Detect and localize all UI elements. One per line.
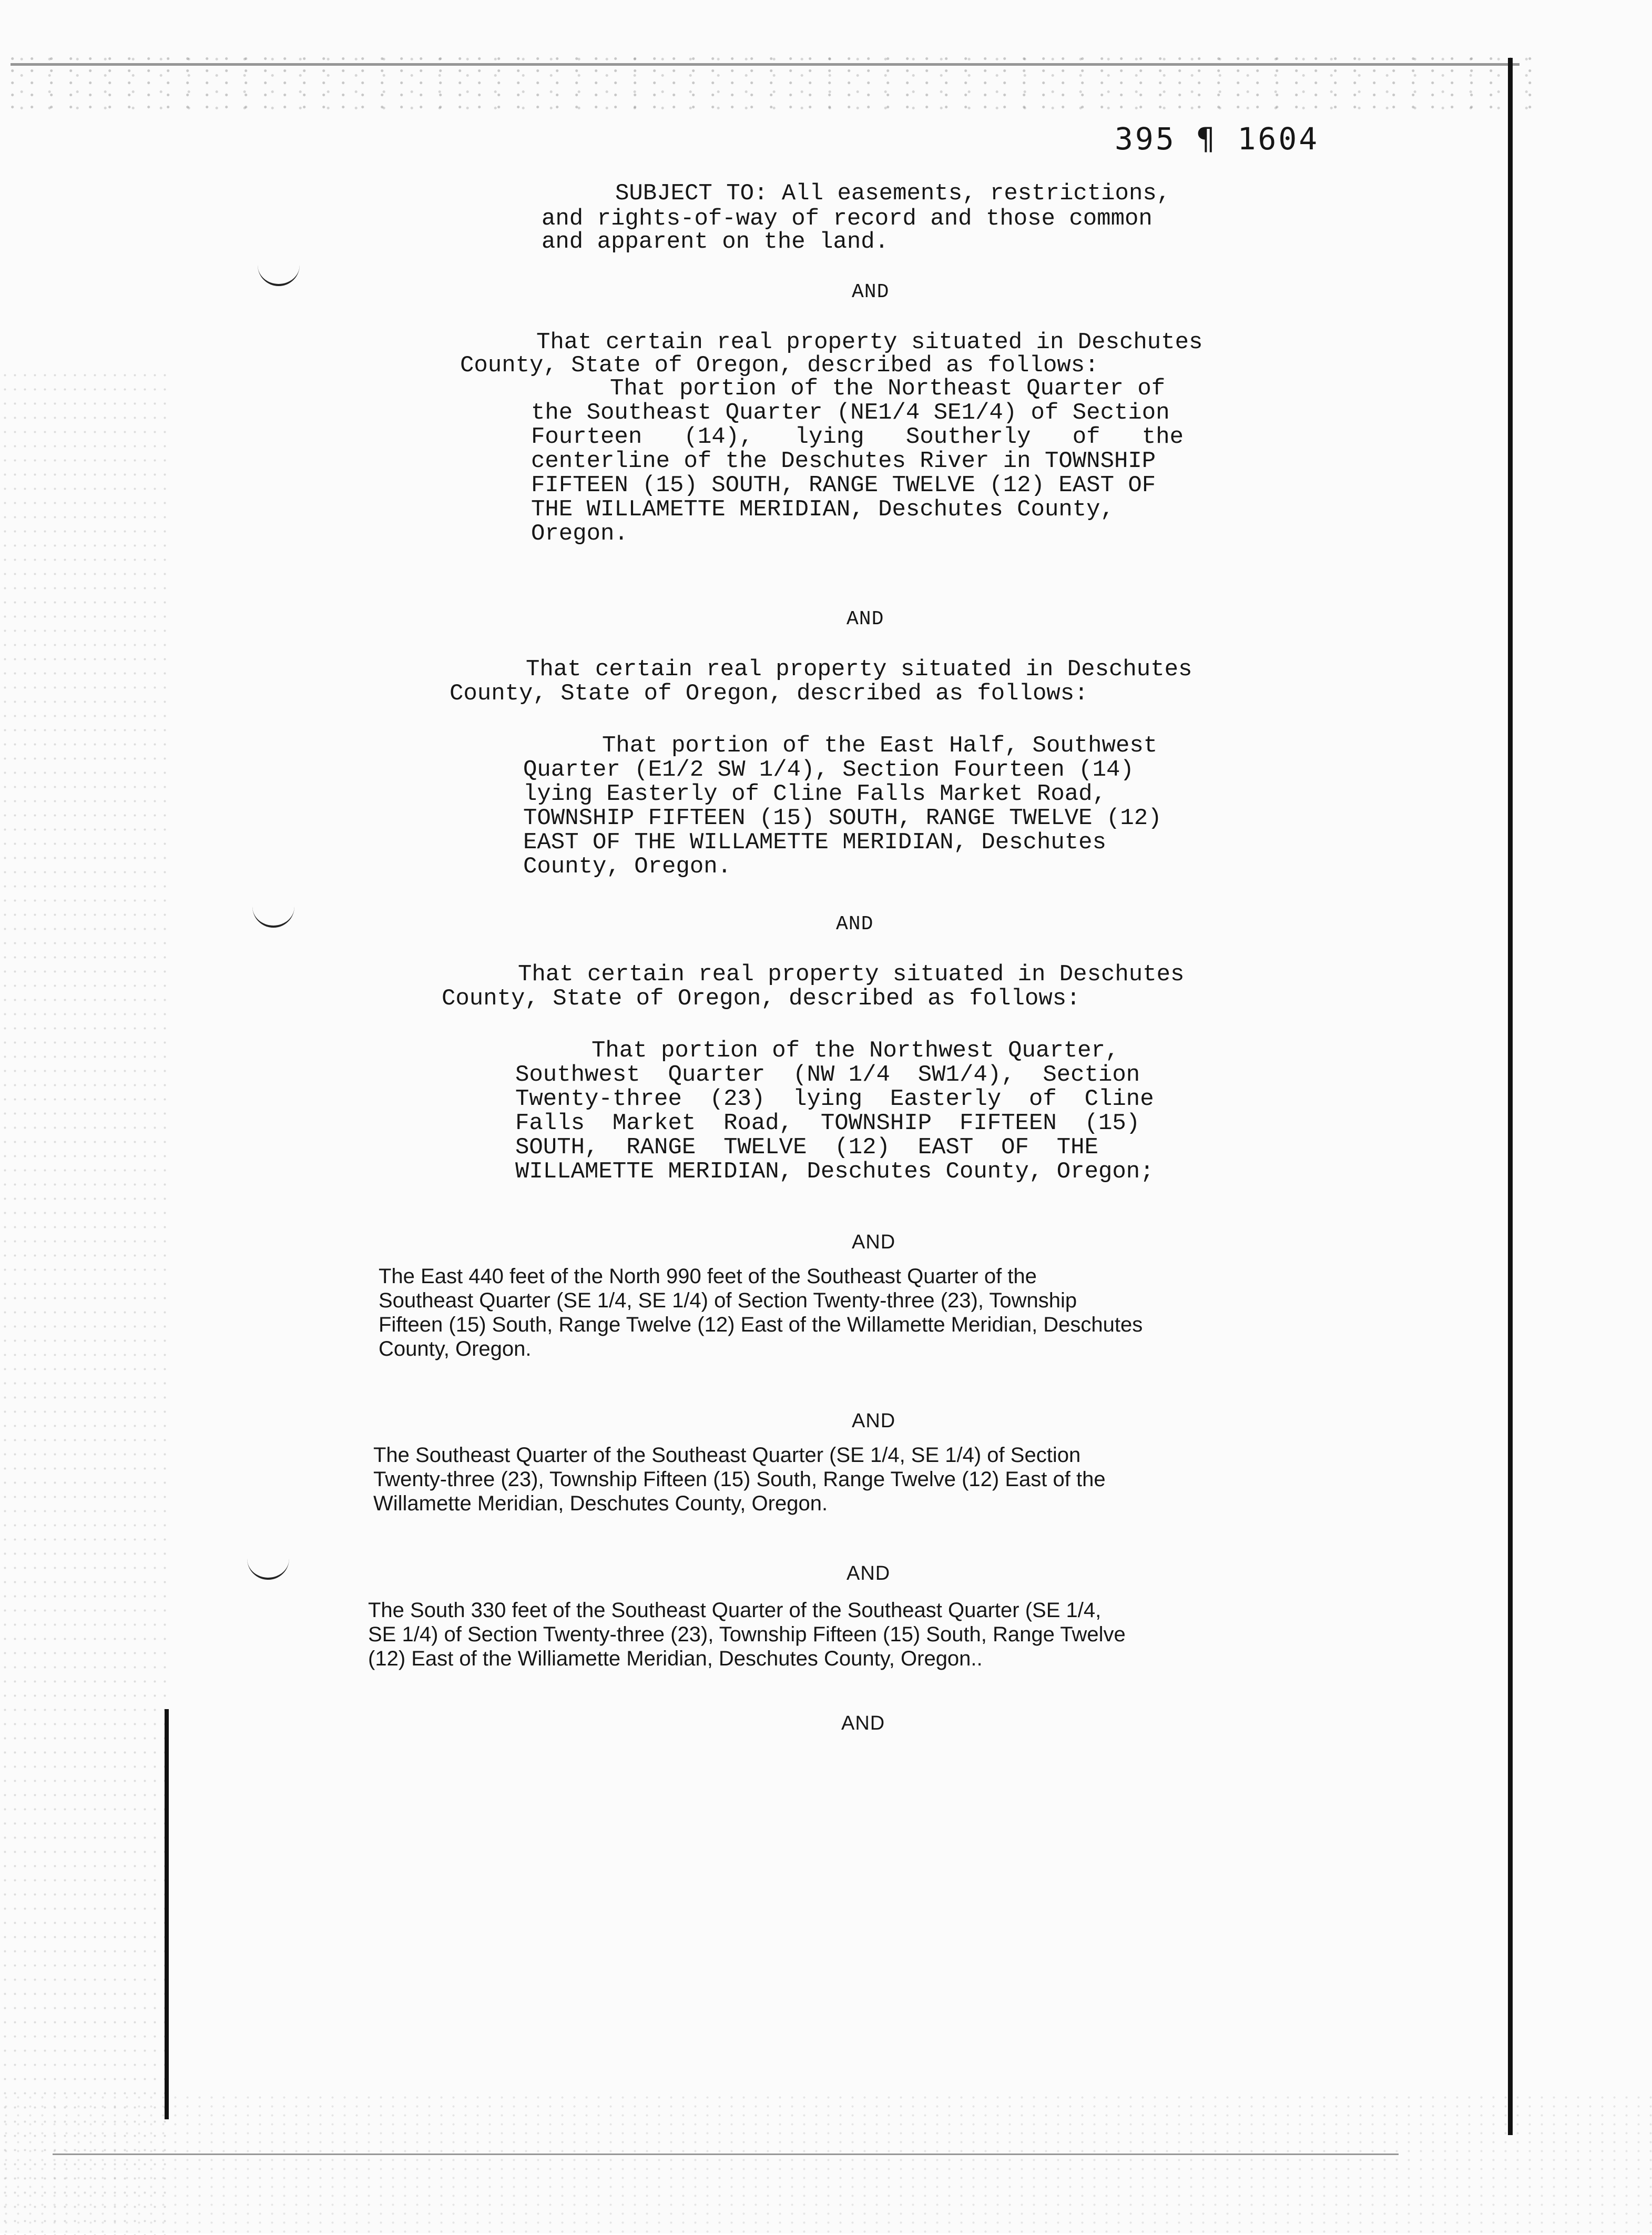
parcel-body-line: EAST OF THE WILLAMETTE MERIDIAN, Deschutes — [523, 829, 1106, 856]
parcel-line: The South 330 feet of the Southeast Quarter of the Southeast Quarter (SE 1/4, — [368, 1599, 1102, 1622]
parcel-line: SE 1/4) of Section Twenty-three (23), Township Fifteen (15) South, Range Twelve — [368, 1623, 1126, 1646]
parcel-body-line: Oregon. — [531, 521, 628, 547]
parcel-body-line: That portion of the Northeast Quarter of — [610, 375, 1166, 402]
parcel-body-line: WILLAMETTE MERIDIAN, Deschutes County, Oregon; — [515, 1159, 1154, 1185]
scan-edge-top — [11, 63, 1520, 66]
parcel-line: Twenty-three (23), Township Fifteen (15) South, Range Twelve (12) East of the — [373, 1468, 1106, 1491]
subject-to-line: SUBJECT TO: All easements, restrictions, — [615, 180, 1171, 207]
parcel-intro-line: That certain real property situated in Deschutes — [536, 329, 1203, 355]
parcel-body-line: Falls Market Road, TOWNSHIP FIFTEEN (15) — [515, 1110, 1140, 1136]
and-separator: AND — [852, 1410, 896, 1432]
and-separator: AND — [836, 913, 874, 936]
parcel-body-line: THE WILLAMETTE MERIDIAN, Deschutes County, — [531, 496, 1114, 523]
and-separator: AND — [852, 281, 890, 303]
punch-hole-mark — [247, 1557, 289, 1580]
parcel-body-line: Twenty-three (23) lying Easterly of Cline — [515, 1086, 1154, 1112]
and-separator: AND — [847, 1562, 891, 1584]
recording-stamp: 395 ¶ 1604 — [1115, 121, 1320, 157]
parcel-body-line: That portion of the Northwest Quarter, — [592, 1038, 1119, 1064]
scan-noise-top — [11, 53, 1535, 110]
subject-to-line: and apparent on the land. — [542, 229, 889, 255]
parcel-body-line: Quarter (E1/2 SW 1/4), Section Fourteen (14) — [523, 757, 1134, 783]
scan-edge-right — [1508, 58, 1513, 2135]
parcel-line: Southeast Quarter (SE 1/4, SE 1/4) of Section Twenty-three (23), Township — [379, 1289, 1077, 1312]
scan-noise-left — [0, 368, 168, 2235]
parcel-intro-line: That certain real property situated in Deschutes — [518, 961, 1185, 988]
parcel-intro-line: That certain real property situated in Deschutes — [526, 656, 1192, 683]
parcel-line: (12) East of the Williamette Meridian, Deschutes County, Oregon.. — [368, 1647, 983, 1670]
parcel-body-line: lying Easterly of Cline Falls Market Road, — [523, 781, 1106, 807]
parcel-body-line: SOUTH, RANGE TWELVE (12) EAST OF THE — [515, 1134, 1098, 1161]
punch-hole-mark — [258, 263, 300, 286]
punch-hole-mark — [252, 905, 294, 928]
parcel-line: County, Oregon. — [379, 1337, 532, 1360]
scan-noise-bottom — [0, 2093, 1652, 2233]
parcel-line: The East 440 feet of the North 990 feet of the Southeast Quarter of the — [379, 1265, 1037, 1288]
subject-to-line: and rights-of-way of record and those common — [542, 206, 1153, 232]
and-separator: AND — [852, 1231, 896, 1253]
and-separator: AND — [841, 1712, 885, 1734]
parcel-line: Willamette Meridian, Deschutes County, Oregon. — [373, 1492, 828, 1515]
parcel-body-line: Fourteen (14), lying Southerly of the — [531, 424, 1184, 450]
parcel-intro-line: County, State of Oregon, described as follows: — [460, 352, 1099, 379]
parcel-body-line: That portion of the East Half, Southwest — [602, 733, 1158, 759]
parcel-line: The Southeast Quarter of the Southeast Quarter (SE 1/4, SE 1/4) of Section — [373, 1444, 1081, 1467]
parcel-body-line: Southwest Quarter (NW 1/4 SW1/4), Section — [515, 1062, 1140, 1088]
parcel-body-line: TOWNSHIP FIFTEEN (15) SOUTH, RANGE TWELVE (12) — [523, 805, 1162, 831]
parcel-intro-line: County, State of Oregon, described as follows: — [450, 680, 1088, 707]
parcel-line: Fifteen (15) South, Range Twelve (12) East of the Willamette Meridian, Deschutes — [379, 1313, 1143, 1336]
parcel-body-line: centerline of the Deschutes River in TOWNSHIP — [531, 448, 1156, 474]
parcel-body-line: County, Oregon. — [523, 854, 732, 880]
parcel-body-line: FIFTEEN (15) SOUTH, RANGE TWELVE (12) EAST OF — [531, 472, 1156, 499]
scan-edge-bottom — [53, 2153, 1399, 2155]
and-separator: AND — [847, 608, 884, 631]
parcel-body-line: the Southeast Quarter (NE1/4 SE1/4) of Section — [531, 400, 1170, 426]
parcel-intro-line: County, State of Oregon, described as follows: — [442, 986, 1080, 1012]
scan-edge-left — [165, 1709, 169, 2119]
